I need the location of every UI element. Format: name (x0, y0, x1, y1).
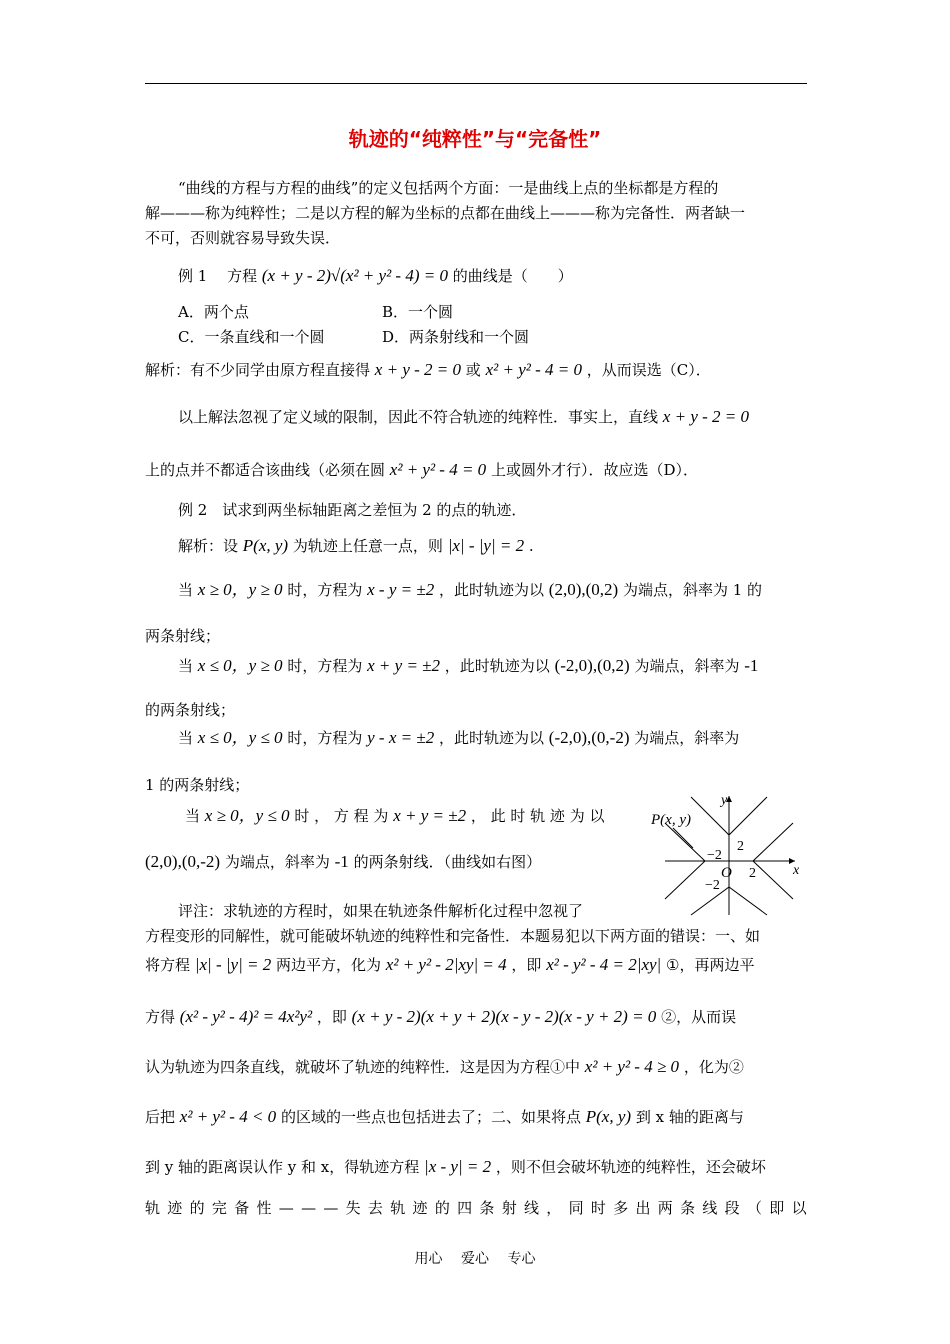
note2-text-b: 上或圆外才行）．故应选（D）． (490, 461, 698, 479)
c6-c: 到 x 轴的距离与 (635, 1108, 744, 1126)
fig-P-label: P(x, y) (651, 812, 691, 828)
solution-eq-line: x + y - 2 = 0 (374, 360, 461, 379)
case-2-c: ，此时轨迹为以 (444, 657, 550, 675)
case-2-b: 时，方程为 (287, 657, 363, 675)
example-1-prefix: 例 1 方程 (178, 267, 258, 285)
case-3-equation: y - x = ±2 (367, 728, 435, 747)
intro-line-3: 不可，否则就容易导致失误． (145, 229, 341, 247)
case-2-equation: x + y = ±2 (367, 656, 441, 675)
c7-eq: |x - y| = 2 (424, 1157, 492, 1176)
case-1-condition: x ≥ 0，y ≥ 0 (197, 580, 283, 599)
c8-char: 条 (680, 1199, 696, 1217)
note-line-2 (145, 460, 698, 480)
c8-char: 轨 (390, 1199, 406, 1217)
c8-char: 同 (568, 1199, 584, 1217)
comment-line-5 (145, 1057, 744, 1077)
c8-char: 线 (524, 1199, 540, 1217)
fig-x-label: x (793, 863, 800, 878)
option-a: A．两个点 (178, 303, 249, 321)
example-1-question (178, 266, 573, 286)
setup-end: . (528, 537, 534, 555)
c6-a: 后把 (145, 1108, 176, 1126)
c8-char: 的 (189, 1199, 205, 1217)
case-3-cont: 1 的两条射线； (145, 776, 250, 794)
comment-line-4 (145, 1007, 736, 1027)
comment-line-2: 方程变形的同解性，就可能破坏轨迹的纯粹性和完备性．本题易犯以下两方面的错误：一、如 (145, 927, 761, 945)
case-3-a: 当 (178, 729, 194, 747)
case-1-d: 为端点，斜率为 1 的 (622, 581, 763, 599)
case-4-slope: -1 (334, 852, 349, 871)
option-d: D．两条射线和一个圆 (382, 328, 530, 346)
intro-line-1: “曲线的方程与方程的曲线”的定义包括两个方面：一是曲线上点的坐标都是方程的 (178, 179, 719, 197)
c7-a: 到 y 轴的距离误认作 y 和 x，得轨迹方程 (145, 1158, 420, 1176)
fig-tick-y-neg: −2 (705, 878, 720, 893)
case-4-equation: x + y = ±2 (393, 806, 467, 825)
case-3-c: ，此时轨迹为以 (438, 729, 544, 747)
comment-line-8 (145, 1198, 807, 1218)
c4-c: ②，从而误 (661, 1008, 737, 1026)
c6-b: 的区域的一些点也包括进去了；二、如果将点 (280, 1108, 581, 1126)
c8-char: 条 (479, 1199, 495, 1217)
comment-line-3 (145, 955, 754, 975)
case-1 (178, 580, 762, 600)
c4-b: ，即 (316, 1008, 347, 1026)
case-1-points: (2,0),(0,2) (548, 580, 619, 599)
c8-char: 性 (256, 1199, 272, 1217)
case-4-d: 为端点，斜率为 (224, 853, 330, 871)
c8-char: — (323, 1199, 339, 1217)
case-2-points: (-2,0),(0,2) (554, 656, 630, 675)
note-text: 以上解法忽视了定义域的限制，因此不符合轨迹的纯粹性．事实上，直线 (178, 408, 659, 426)
c8-char: 备 (234, 1199, 250, 1217)
c6-P: P(x, y) (585, 1107, 632, 1126)
intro-line-2: 解———称为纯粹性；二是以方程的解为坐标的点都在曲线上———称为完备性．两者缺一 (145, 204, 746, 222)
header-rule (145, 83, 807, 84)
c8-char: 失 (345, 1199, 361, 1217)
case-3-b: 时，方程为 (287, 729, 363, 747)
setup-text-b: 为轨迹上任意一点，则 (292, 537, 443, 555)
case-1-equation: x - y = ±2 (367, 580, 435, 599)
c8-char: （ (746, 1199, 762, 1217)
case-4-points: (2,0),(0,-2) (145, 852, 221, 871)
page-footer: 用心 爱心 专心 (414, 1251, 536, 1267)
note-line-1 (178, 407, 749, 427)
c8-char: 时 (590, 1199, 606, 1217)
c4-eq1: (x² - y² - 4)² = 4x²y² (179, 1007, 313, 1026)
solution-suffix: ，从而误选（C）． (586, 361, 711, 379)
fig-y-label: y (721, 793, 728, 808)
case-1-a: 当 (178, 581, 194, 599)
case-3-points: (-2,0),(0,-2) (548, 728, 630, 747)
c3-c: ，即 (511, 956, 542, 974)
case-4-cont (145, 852, 541, 872)
c8-char: 四 (457, 1199, 473, 1217)
c8-char: 去 (367, 1199, 383, 1217)
c8-char: 射 (501, 1199, 517, 1217)
case-1-c: ，此时轨迹为以 (438, 581, 544, 599)
c3-eq3: x² - y² - 4 = 2|xy| (546, 955, 662, 974)
fig-tick-x-pos: 2 (749, 866, 756, 881)
c8-char: ， (546, 1199, 562, 1217)
example-2-question: 例 2 试求到两坐标轴距离之差恒为 2 的点的轨迹． (178, 501, 527, 519)
c8-char: 以 (791, 1199, 807, 1217)
c3-eq2: x² + y² - 2|xy| = 4 (385, 955, 507, 974)
c8-char: 即 (769, 1199, 785, 1217)
case-2-slope: -1 (744, 656, 759, 675)
note2-equation: x² + y² - 4 = 0 (389, 460, 487, 479)
c4-eq2: (x + y - 2)(x + y + 2)(x - y - 2)(x - y + 2) = 0 (351, 1007, 657, 1026)
c6-eq: x² + y² - 4 < 0 (179, 1107, 277, 1126)
page-title: 轨迹的“纯粹性”与“完备性” (348, 127, 602, 151)
c8-char: 出 (635, 1199, 651, 1217)
case-1-cont: 两条射线； (145, 627, 221, 645)
case-2-condition: x ≤ 0，y ≥ 0 (197, 656, 283, 675)
c3-a: 将方程 (145, 956, 191, 974)
trajectory-figure (645, 790, 810, 918)
comment-line-7 (145, 1157, 766, 1177)
c8-char: 线 (702, 1199, 718, 1217)
c4-a: 方得 (145, 1008, 176, 1026)
fig-origin-label: O (721, 865, 732, 881)
case-2-d: 为端点，斜率为 (634, 657, 740, 675)
case-4-b: 时 ， 方 程 为 (294, 807, 389, 825)
solution-eq-circle: x² + y² - 4 = 0 (485, 360, 582, 379)
case-4-condition: x ≥ 0，y ≤ 0 (204, 806, 290, 825)
example-1-suffix: 的曲线是（ ） (452, 267, 573, 285)
c7-b: ，则不但会破坏轨迹的纯粹性，还会破坏 (495, 1158, 766, 1176)
c8-char: 两 (657, 1199, 673, 1217)
solution-or: 或 (465, 361, 481, 379)
c5-eq: x² + y² - 4 ≥ 0 (584, 1057, 680, 1076)
fig-tick-x-neg: −2 (707, 848, 722, 863)
example-1-solution (145, 360, 711, 380)
point-P: P(x, y) (242, 536, 289, 555)
option-c: C．一条直线和一个圆 (178, 328, 325, 346)
c3-b: 两边平方，化为 (276, 956, 382, 974)
case-4-e: 的两条射线．（曲线如右图） (353, 853, 542, 871)
trajectory-equation: |x| - |y| = 2 (447, 536, 525, 555)
case-2-cont: 的两条射线； (145, 701, 236, 719)
case-4 (185, 806, 604, 826)
c5-b: ，化为② (683, 1058, 744, 1076)
case-3-condition: x ≤ 0，y ≤ 0 (197, 728, 283, 747)
example-1-equation: (x + y - 2)√(x² + y² - 4) = 0 (261, 266, 448, 285)
c8-char: 轨 (145, 1199, 161, 1217)
note2-text-a: 上的点并不都适合该曲线（必须在圆 (145, 461, 386, 479)
c8-char: — (278, 1199, 294, 1217)
case-2 (178, 656, 758, 676)
case-3-d: 为端点，斜率为 (634, 729, 740, 747)
c3-eq1: |x| - |y| = 2 (194, 955, 272, 974)
case-3 (178, 728, 739, 748)
c8-char: 迹 (412, 1199, 428, 1217)
case-4-c: ， 此 时 轨 迹 为 以 (470, 807, 605, 825)
case-1-b: 时，方程为 (287, 581, 363, 599)
c8-char: 段 (724, 1199, 740, 1217)
point-arrow (673, 828, 693, 848)
case-2-a: 当 (178, 657, 194, 675)
fig-tick-y-pos: 2 (737, 839, 744, 854)
case-4-a: 当 (185, 807, 201, 825)
note-equation: x + y - 2 = 0 (662, 407, 749, 426)
c8-char: 多 (613, 1199, 629, 1217)
c5-a: 认为轨迹为四条直线，就破坏了轨迹的纯粹性．这是因为方程①中 (145, 1058, 581, 1076)
comment-line-1: 评注：求轨迹的方程时，如果在轨迹条件解析化过程中忽视了 (178, 902, 584, 920)
c8-char: 完 (211, 1199, 227, 1217)
c3-d: ①，再两边平 (666, 956, 755, 974)
c8-char: 迹 (167, 1199, 183, 1217)
c8-char: — (301, 1199, 317, 1217)
option-b: B．一个圆 (382, 303, 454, 321)
c8-char: 的 (434, 1199, 450, 1217)
setup-text-a: 解析：设 (178, 537, 239, 555)
comment-line-6 (145, 1107, 744, 1127)
example-2-setup (178, 536, 534, 556)
solution-text: 解析：有不少同学由原方程直接得 (145, 361, 371, 379)
